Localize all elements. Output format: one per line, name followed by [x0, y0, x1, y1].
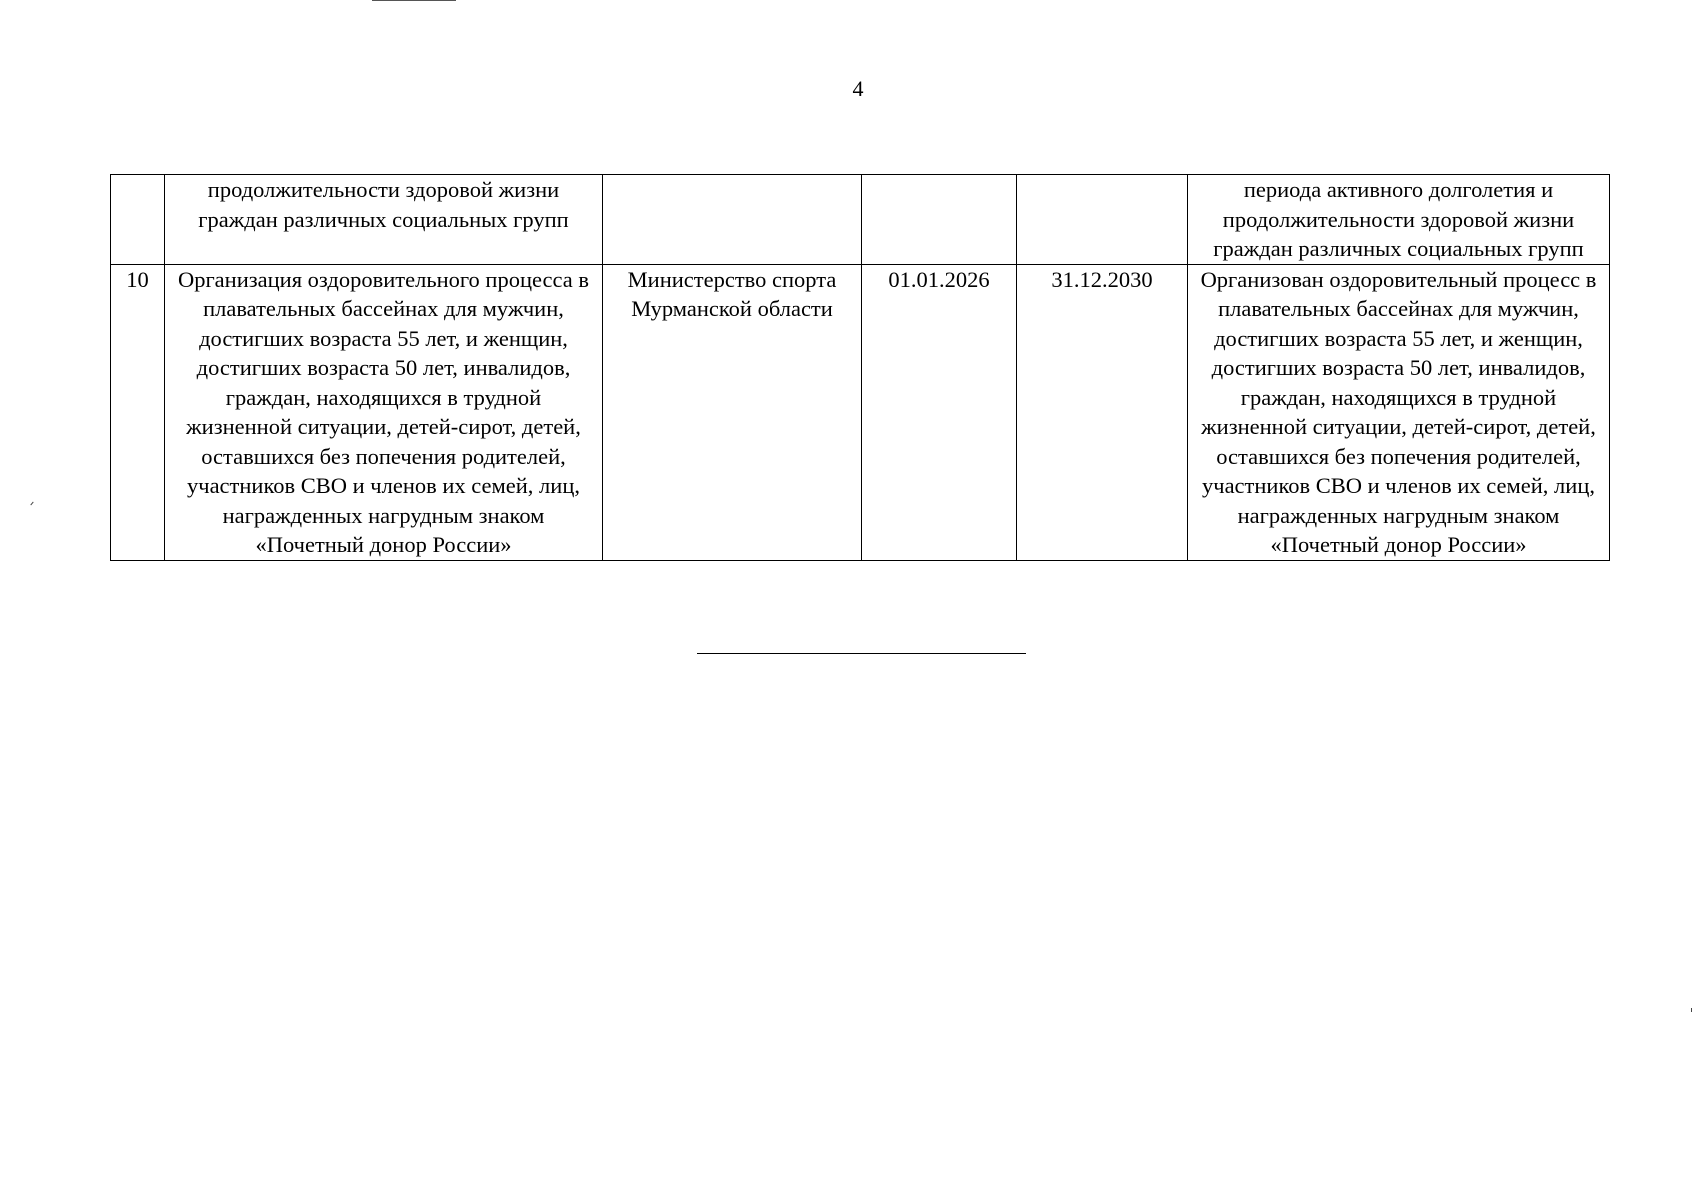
row-number-cell: [111, 175, 165, 265]
scan-artifact-right: [1691, 1008, 1692, 1012]
table-row: [111, 264, 1610, 560]
event-cell: продолжительности здоровой жизни граждан различных социальных групп: [165, 175, 603, 265]
result-cell: периода активного долголетия и продолжительности здоровой жизни граждан различных социальных групп: [1188, 175, 1610, 265]
scan-artifact-top: [372, 0, 456, 1]
end-date-cell: 31.12.2030: [1017, 264, 1188, 560]
scan-artifact-left: [30, 502, 33, 506]
start-date-cell: 01.01.2026: [862, 264, 1017, 560]
row-number-cell: 10: [111, 264, 165, 560]
result-cell: Организован оздоровительный процесс в плавательных бассейнах для мужчин, достигших возраста 55 лет, и женщин, достигших возраста 50 лет, инвалидов, граждан, находящихся в трудной жизненной ситуации, детей-сирот, детей, оставшихся без попечения родителей, участников СВО и членов их семей, лиц, награжденных нагрудным знаком «Почетный донор России»: [1188, 264, 1610, 560]
end-date-cell: [1017, 175, 1188, 265]
event-cell: Организация оздоровительного процесса в плавательных бассейнах для мужчин, достигших возраста 55 лет, и женщин, достигших возраста 50 лет, инвалидов, граждан, находящихся в трудной жизненной ситуации, детей-сирот, детей, оставшихся без попечения родителей, участников СВО и членов их семей, лиц, награжденных нагрудным знаком «Почетный донор России»: [165, 264, 603, 560]
start-date-cell: [862, 175, 1017, 265]
table-row: [111, 175, 1610, 265]
executor-cell: [603, 175, 862, 265]
activities-table: [110, 174, 1610, 561]
end-of-document-rule: [697, 653, 1026, 654]
executor-cell: Министерство спорта Мурманской области: [603, 264, 862, 560]
page-number: 4: [852, 76, 864, 101]
